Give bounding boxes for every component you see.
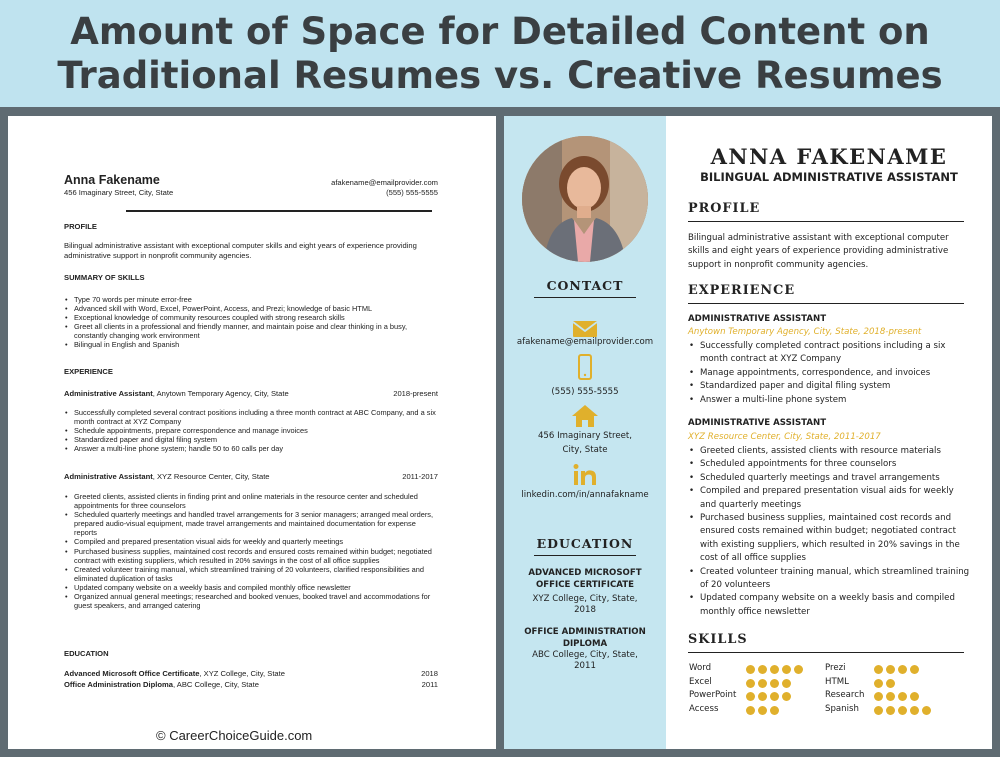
creative-main [666, 116, 992, 749]
skill-label: Prezi [825, 663, 846, 673]
creative-edu1-title-line2: OFFICE CERTIFICATE [536, 580, 634, 590]
creative-resume [504, 116, 992, 749]
trad-job1-list [64, 408, 440, 453]
creative-job1-list [688, 340, 970, 407]
skill-dot [746, 665, 755, 674]
skill-dot [886, 706, 895, 715]
traditional-resume [8, 116, 496, 749]
list-item: • Standardized paper and digital filing system [688, 380, 970, 393]
creative-sidebar [504, 116, 666, 749]
trad-edu1-year: 2018 [421, 669, 438, 678]
skill-row [689, 690, 839, 704]
page-header [0, 0, 1000, 107]
skill-dot [886, 665, 895, 674]
skill-label: Excel [689, 676, 712, 687]
trad-skills-list [64, 295, 440, 350]
creative-linkedin: linkedin.com/in/annafakname [521, 490, 649, 500]
list-item: • Updated company website on a weekly basis and compiled monthly office newsletter [688, 592, 970, 619]
skill-dot [770, 665, 779, 674]
trad-email: afakename@emailprovider.com [331, 178, 438, 187]
trad-edu1-org: , XYZ College, City, State [199, 669, 285, 678]
skill-rating-dots [746, 706, 779, 715]
home-icon [571, 403, 599, 429]
trad-job2-years: 2011-2017 [402, 472, 438, 481]
trad-profile-text: Bilingual administrative assistant with exceptional computer skills and eight years of experience providing administrative support in nonprofit community agencies. [64, 241, 417, 261]
skill-dot [922, 706, 931, 715]
skill-row [825, 704, 975, 718]
list-item: • Purchased business supplies, maintained cost records and ensured costs remained within budget; negotiated contract with existing suppliers, which resulted in 20% savings in the cost of all office supplies [688, 512, 970, 566]
creative-profile-heading: PROFILE [688, 201, 964, 222]
trad-job2-title: Administrative Assistant [64, 472, 153, 481]
list-item: • Exceptional knowledge of community resources coupled with strong research skills [64, 313, 440, 322]
creative-address-line2: City, State [562, 445, 608, 455]
list-item: • Greeted clients, assisted clients with resource materials [688, 445, 970, 458]
trad-edu1 [64, 669, 438, 678]
trad-edu2 [64, 680, 438, 689]
skill-dot [782, 679, 791, 688]
trad-profile-heading: PROFILE [64, 222, 97, 231]
creative-edu2-title-line2: DIPLOMA [562, 639, 608, 649]
trad-phone: (555) 555-5555 [386, 188, 438, 197]
skill-rating-dots [874, 706, 931, 715]
header-title-line2: Traditional Resumes vs. Creative Resumes [57, 54, 943, 97]
creative-name: ANNA FAKENAME [710, 144, 948, 169]
skill-dot [886, 679, 895, 688]
skill-row [825, 690, 975, 704]
trad-experience-heading: EXPERIENCE [64, 367, 113, 376]
linkedin-icon [571, 462, 599, 488]
skill-dot [874, 706, 883, 715]
list-item: • Type 70 words per minute error-free [64, 295, 440, 304]
list-item: • Scheduled quarterly meetings and handled travel arrangements for 3 senior managers; arranged meal orders, prepared audio-visual equipment, made travel arrangements and maintained documentation for expense reports [64, 510, 440, 537]
skill-dot [910, 665, 919, 674]
trad-edu2-year: 2011 [421, 680, 438, 689]
skill-label: Spanish [825, 703, 859, 714]
creative-phone: (555) 555-5555 [551, 387, 619, 397]
skill-rating-dots [746, 692, 791, 701]
trad-education-heading: EDUCATION [64, 649, 109, 658]
creative-role: BILINGUAL ADMINISTRATIVE ASSISTANT [700, 170, 958, 184]
creative-education-heading: EDUCATION [534, 536, 636, 556]
list-item: • Scheduled quarterly meetings and travel arrangements [688, 472, 970, 485]
creative-skills-heading: SKILLS [688, 632, 964, 653]
list-item: • Purchased business supplies, maintained cost records and ensured costs remained within budget; negotiated contract with existing suppliers, which resulted in 20% savings in the cost of all office supplies [64, 547, 440, 565]
skill-dot [770, 679, 779, 688]
trad-edu2-title: Office Administration Diploma [64, 680, 173, 689]
phone-icon [571, 354, 599, 380]
contact-heading: CONTACT [534, 278, 636, 298]
skill-rating-dots [874, 692, 919, 701]
creative-edu1-year: 2018 [574, 605, 596, 615]
skill-dot [874, 679, 883, 688]
trad-job2-org: , XYZ Resource Center, City, State [152, 472, 270, 481]
trad-edu2-org: , ABC College, City, State [173, 680, 259, 689]
list-item: • Manage appointments, correspondence, and invoices [688, 367, 970, 380]
list-item: • Advanced skill with Word, Excel, PowerPoint, Access, and Prezi; knowledge of basic HTML [64, 304, 440, 313]
trad-address: 456 Imaginary Street, City, State [64, 188, 174, 197]
list-item: • Answer a multi-line phone system; handle 50 to 60 calls per day [64, 444, 440, 453]
list-item: • Organized annual general meetings; researched and booked venues, booked travel and accommodations for guest speakers, and arranged catering [64, 592, 440, 610]
list-item: • Compiled and prepared presentation visual aids for weekly and quarterly meetings [688, 485, 970, 512]
creative-profile-text: Bilingual administrative assistant with exceptional computer skills and eight years of experience providing administrative support in nonprofit community agencies. [688, 233, 949, 270]
creative-job1-org: Anytown Temporary Agency, City, State, 2018-present [688, 327, 922, 337]
skill-label: PowerPoint [689, 690, 737, 701]
skill-dot [758, 692, 767, 701]
skill-row [689, 677, 839, 691]
skill-dot [874, 665, 883, 674]
skill-dot [886, 692, 895, 701]
copyright-text: © CareerChoiceGuide.com [156, 728, 313, 743]
creative-job2-title: ADMINISTRATIVE ASSISTANT [688, 418, 827, 428]
skill-label: HTML [825, 676, 849, 687]
skill-dot [746, 679, 755, 688]
skill-dot [746, 692, 755, 701]
skill-dot [898, 706, 907, 715]
creative-job1-title: ADMINISTRATIVE ASSISTANT [688, 314, 827, 324]
skill-dot [874, 692, 883, 701]
creative-experience-heading: EXPERIENCE [688, 283, 964, 304]
trad-job1-header [64, 389, 438, 398]
list-item: • Successfully completed several contract positions including a three month contract at ABC Company, and a six month contract at XYZ Company [64, 408, 440, 426]
skill-dot [910, 692, 919, 701]
skill-dot [910, 706, 919, 715]
list-item: • Created volunteer training manual, which streamlined training of 20 volunteers [688, 566, 970, 593]
skill-dot [758, 665, 767, 674]
list-item: • Answer a multi-line phone system [688, 394, 970, 407]
list-item: • Updated company website on a weekly basis and compiled monthly office newsletter [64, 583, 440, 592]
creative-job2-org: XYZ Resource Center, City, State, 2011-2017 [688, 432, 881, 442]
trad-skills-heading: SUMMARY OF SKILLS [64, 273, 145, 282]
trad-job2-list [64, 492, 440, 610]
creative-edu2-year: 2011 [574, 661, 596, 671]
skill-dot [794, 665, 803, 674]
trad-job1-years: 2018-present [393, 389, 438, 398]
list-item: • Schedule appointments, prepare correspondence and manage invoices [64, 426, 440, 435]
list-item: • Compiled and prepared presentation visual aids for weekly and quarterly meetings [64, 537, 440, 546]
skill-row [825, 677, 975, 691]
skill-label: Word [689, 663, 712, 673]
skill-dot [770, 706, 779, 715]
trad-name: Anna Fakename [64, 173, 160, 187]
list-item: • Greet all clients in a professional and friendly manner, and maintain poise and clear thinking in a busy, constantly changing work environment [64, 322, 440, 340]
creative-email: afakename@emailprovider.com [516, 337, 654, 347]
skill-row [689, 704, 839, 718]
creative-job2-list [688, 445, 970, 619]
skill-dot [898, 665, 907, 674]
trad-edu1-title: Advanced Microsoft Office Certificate [64, 669, 200, 678]
skill-rating-dots [874, 665, 919, 674]
creative-edu2-title-line1: OFFICE ADMINISTRATION [524, 627, 646, 637]
skill-dot [782, 692, 791, 701]
skill-label: Access [689, 703, 719, 714]
skill-dot [782, 665, 791, 674]
skill-rating-dots [746, 665, 803, 674]
skill-dot [746, 706, 755, 715]
skill-dot [770, 692, 779, 701]
skill-rating-dots [874, 679, 895, 688]
skill-dot [758, 706, 767, 715]
profile-photo [522, 136, 648, 262]
skill-label: Research [825, 690, 865, 701]
skill-rating-dots [746, 679, 791, 688]
list-item: • Successfully completed contract positions including a six month contract at XYZ Company [688, 340, 970, 367]
list-item: • Created volunteer training manual, which streamlined training of 20 volunteers, clarified responsibilities and eliminated duplication of tasks [64, 565, 440, 583]
creative-edu1-title-line1: ADVANCED MICROSOFT [528, 568, 642, 578]
header-title-line1: Amount of Space for Detailed Content on [70, 10, 930, 53]
skill-dot [758, 679, 767, 688]
skill-row [825, 663, 975, 677]
creative-edu2-org: ABC College, City, State, [532, 650, 638, 660]
trad-job2-header [64, 472, 438, 481]
list-item: • Greeted clients, assisted clients in finding print and online materials in the resource center and scheduled appointments for three counselors [64, 492, 440, 510]
trad-divider [126, 210, 432, 212]
list-item: • Scheduled appointments for three counselors [688, 458, 970, 471]
trad-job1-org: , Anytown Temporary Agency, City, State [152, 389, 289, 398]
trad-job1-title: Administrative Assistant [64, 389, 153, 398]
skill-row [689, 663, 839, 677]
creative-address-line1: 456 Imaginary Street, [537, 431, 633, 441]
list-item: • Standardized paper and digital filing system [64, 435, 440, 444]
list-item: • Bilingual in English and Spanish [64, 340, 440, 349]
creative-edu1-org: XYZ College, City, State, [532, 594, 638, 604]
skill-dot [898, 692, 907, 701]
